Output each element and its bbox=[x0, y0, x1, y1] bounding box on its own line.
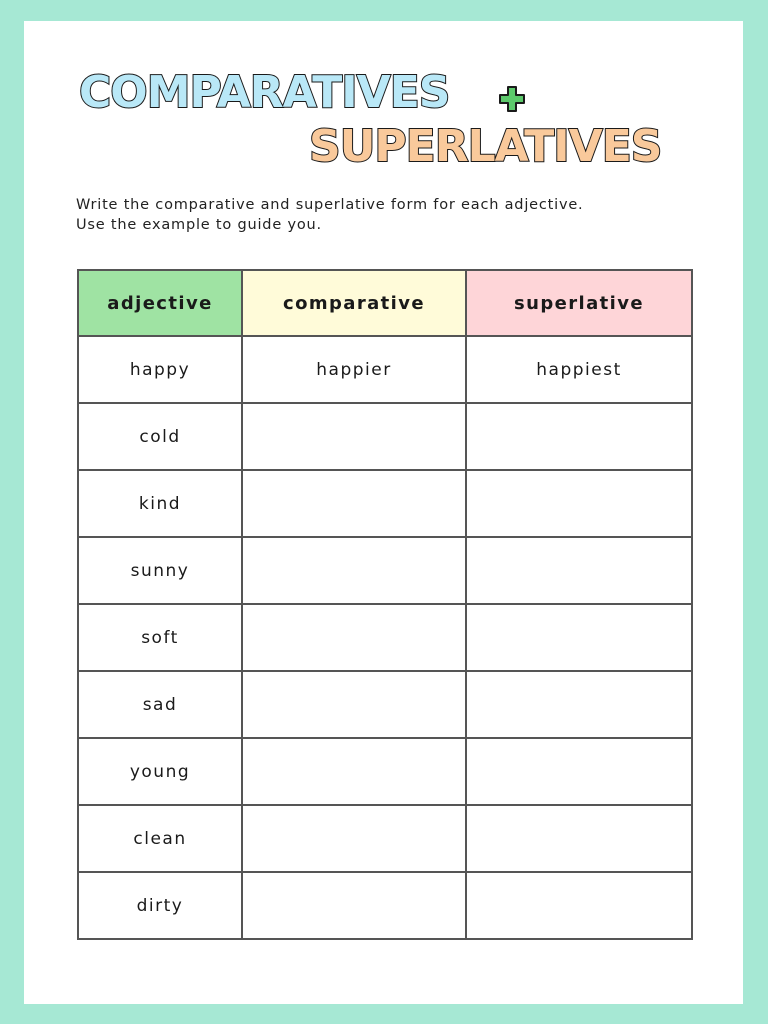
comparative-answer-cell[interactable] bbox=[242, 537, 466, 604]
instructions bbox=[76, 195, 696, 235]
table-row bbox=[78, 738, 692, 805]
adjective-cell: kind bbox=[78, 470, 242, 537]
adjective-cell: cold bbox=[78, 403, 242, 470]
adjective-cell: happy bbox=[78, 336, 242, 403]
title-comparatives: COMPARATIVES bbox=[79, 67, 450, 118]
table-row bbox=[78, 604, 692, 671]
adjective-cell: dirty bbox=[78, 872, 242, 939]
adjective-cell: young bbox=[78, 738, 242, 805]
adjective-cell: sunny bbox=[78, 537, 242, 604]
superlative-answer-cell[interactable] bbox=[466, 604, 692, 671]
table-row bbox=[78, 671, 692, 738]
comparative-answer-cell[interactable] bbox=[242, 604, 466, 671]
superlative-answer-cell[interactable]: happiest bbox=[466, 336, 692, 403]
instructions-line-1: Write the comparative and superlative form for each adjective. bbox=[76, 197, 584, 213]
comparative-answer-cell[interactable] bbox=[242, 738, 466, 805]
superlative-answer-cell[interactable] bbox=[466, 403, 692, 470]
superlative-answer-cell[interactable] bbox=[466, 470, 692, 537]
table-row bbox=[78, 336, 692, 403]
superlative-answer-cell[interactable] bbox=[466, 805, 692, 872]
header-comparative: comparative bbox=[242, 270, 466, 336]
adjective-cell: sad bbox=[78, 671, 242, 738]
comparative-answer-cell[interactable] bbox=[242, 470, 466, 537]
superlative-answer-cell[interactable] bbox=[466, 738, 692, 805]
comparative-answer-cell[interactable] bbox=[242, 872, 466, 939]
table-row bbox=[78, 805, 692, 872]
table-row bbox=[78, 872, 692, 939]
table-row bbox=[78, 403, 692, 470]
table-row bbox=[78, 470, 692, 537]
instructions-line-2: Use the example to guide you. bbox=[76, 217, 322, 233]
table-header-row bbox=[78, 270, 692, 336]
comparative-answer-cell[interactable] bbox=[242, 805, 466, 872]
header-superlative: superlative bbox=[466, 270, 692, 336]
worksheet-page bbox=[24, 21, 743, 1004]
comparative-answer-cell[interactable] bbox=[242, 403, 466, 470]
superlative-answer-cell[interactable] bbox=[466, 537, 692, 604]
adjective-cell: clean bbox=[78, 805, 242, 872]
adjective-cell: soft bbox=[78, 604, 242, 671]
header-adjective: adjective bbox=[78, 270, 242, 336]
superlative-answer-cell[interactable] bbox=[466, 671, 692, 738]
table-row bbox=[78, 537, 692, 604]
comparative-answer-cell[interactable]: happier bbox=[242, 336, 466, 403]
adjective-table bbox=[77, 269, 693, 940]
title-superlatives: SUPERLATIVES bbox=[309, 121, 662, 172]
comparative-answer-cell[interactable] bbox=[242, 671, 466, 738]
plus-icon bbox=[498, 85, 526, 113]
superlative-answer-cell[interactable] bbox=[466, 872, 692, 939]
